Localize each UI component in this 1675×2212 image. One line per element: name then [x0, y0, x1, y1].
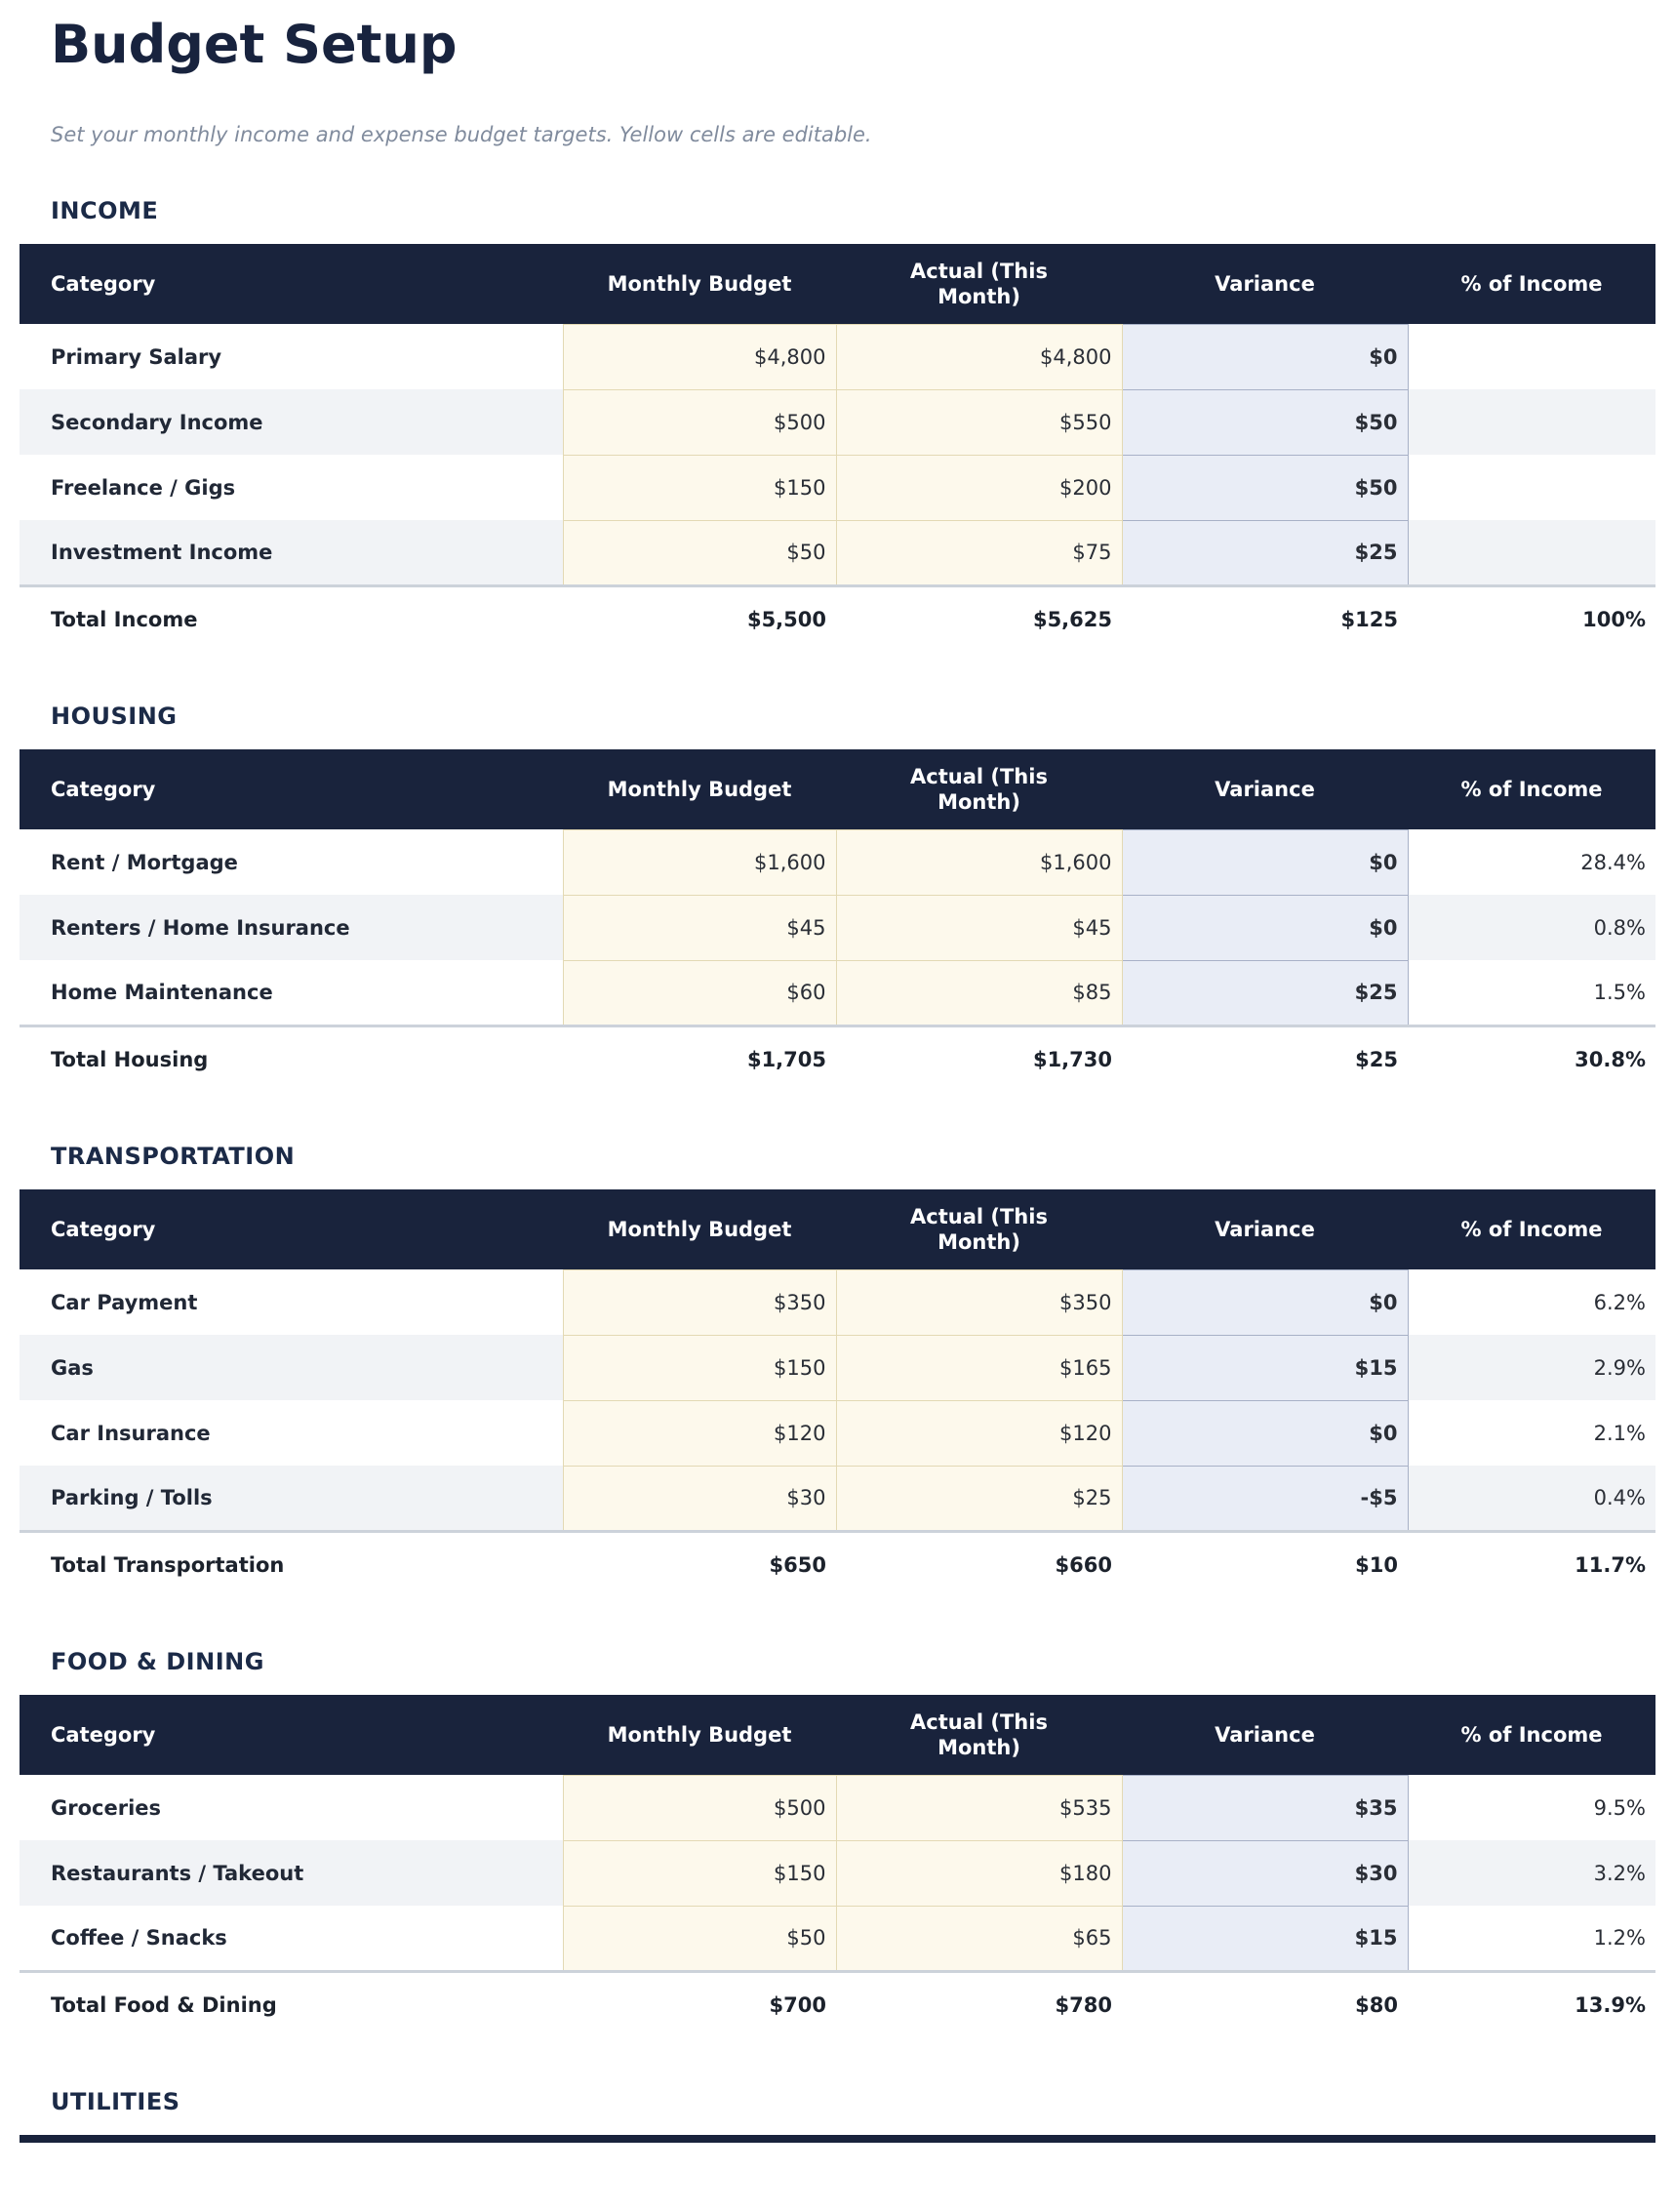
column-header-pct-of-income: % of Income	[1408, 244, 1655, 324]
actual-editable-cell[interactable]: $535	[836, 1775, 1122, 1840]
page-subtitle: Set your monthly income and expense budget targets. Yellow cells are editable.	[51, 123, 872, 146]
monthly-budget-editable-cell[interactable]: $500	[563, 389, 836, 455]
total-monthly-budget-cell: $650	[563, 1531, 836, 1597]
table-row	[20, 1400, 1655, 1466]
utilities-table-header-partial	[20, 2135, 1655, 2143]
variance-cell: $0	[1122, 324, 1408, 389]
monthly-budget-editable-cell[interactable]: $500	[563, 1775, 836, 1840]
pct-of-income-cell: 2.9%	[1408, 1335, 1655, 1400]
pct-of-income-cell: 0.4%	[1408, 1466, 1655, 1531]
column-header-pct-of-income: % of Income	[1408, 1695, 1655, 1775]
category-cell: Coffee / Snacks	[20, 1906, 563, 1971]
column-header-variance: Variance	[1122, 1189, 1408, 1269]
variance-cell: $15	[1122, 1906, 1408, 1971]
budget-section	[0, 197, 1675, 652]
column-header-monthly-budget: Monthly Budget	[563, 1695, 836, 1775]
table-header-row	[20, 1695, 1655, 1775]
variance-cell: $35	[1122, 1775, 1408, 1840]
category-cell: Freelance / Gigs	[20, 455, 563, 520]
table-row	[20, 1840, 1655, 1906]
table-row	[20, 829, 1655, 895]
variance-cell: $25	[1122, 520, 1408, 585]
column-header-category: Category	[20, 1189, 563, 1269]
variance-cell: $30	[1122, 1840, 1408, 1906]
sections-container	[0, 197, 1675, 2037]
variance-cell: $50	[1122, 389, 1408, 455]
category-cell: Parking / Tolls	[20, 1466, 563, 1531]
variance-cell: $15	[1122, 1335, 1408, 1400]
column-header-category: Category	[20, 1695, 563, 1775]
category-cell: Gas	[20, 1335, 563, 1400]
pct-of-income-cell: 9.5%	[1408, 1775, 1655, 1840]
variance-cell: $50	[1122, 455, 1408, 520]
column-header-monthly-budget: Monthly Budget	[563, 749, 836, 829]
column-header-pct-of-income: % of Income	[1408, 749, 1655, 829]
total-monthly-budget-cell: $700	[563, 1971, 836, 2037]
budget-section	[0, 1648, 1675, 2037]
table-row	[20, 1466, 1655, 1531]
monthly-budget-editable-cell[interactable]: $45	[563, 895, 836, 960]
pct-of-income-cell	[1408, 389, 1655, 455]
actual-editable-cell[interactable]: $180	[836, 1840, 1122, 1906]
column-header-actual: Actual (This Month)	[836, 749, 1122, 829]
table-row	[20, 895, 1655, 960]
pct-of-income-cell	[1408, 324, 1655, 389]
total-label-cell: Total Income	[20, 585, 563, 652]
total-variance-cell: $10	[1122, 1531, 1408, 1597]
variance-cell: $0	[1122, 829, 1408, 895]
pct-of-income-cell: 28.4%	[1408, 829, 1655, 895]
pct-of-income-cell	[1408, 520, 1655, 585]
pct-of-income-cell: 2.1%	[1408, 1400, 1655, 1466]
pct-of-income-cell: 3.2%	[1408, 1840, 1655, 1906]
table-header-row	[20, 749, 1655, 829]
table-header-row	[20, 1189, 1655, 1269]
monthly-budget-editable-cell[interactable]: $150	[563, 455, 836, 520]
pct-of-income-cell: 1.2%	[1408, 1906, 1655, 1971]
total-pct-of-income-cell: 11.7%	[1408, 1531, 1655, 1597]
table-body	[20, 829, 1655, 1092]
actual-editable-cell[interactable]: $1,600	[836, 829, 1122, 895]
total-actual-cell: $1,730	[836, 1026, 1122, 1092]
total-actual-cell: $660	[836, 1531, 1122, 1597]
section-heading: HOUSING	[51, 703, 178, 730]
monthly-budget-editable-cell[interactable]: $1,600	[563, 829, 836, 895]
total-monthly-budget-cell: $1,705	[563, 1026, 836, 1092]
total-label-cell: Total Housing	[20, 1026, 563, 1092]
total-actual-cell: $780	[836, 1971, 1122, 2037]
budget-table	[20, 1695, 1655, 2037]
variance-cell: $0	[1122, 1400, 1408, 1466]
table-row	[20, 1269, 1655, 1335]
actual-editable-cell[interactable]: $45	[836, 895, 1122, 960]
total-row	[20, 585, 1655, 652]
table-row	[20, 960, 1655, 1026]
page-title: Budget Setup	[51, 14, 458, 75]
category-cell: Groceries	[20, 1775, 563, 1840]
monthly-budget-editable-cell[interactable]: $150	[563, 1840, 836, 1906]
actual-editable-cell[interactable]: $25	[836, 1466, 1122, 1531]
column-header-monthly-budget: Monthly Budget	[563, 1189, 836, 1269]
pct-of-income-cell: 1.5%	[1408, 960, 1655, 1026]
actual-editable-cell[interactable]: $200	[836, 455, 1122, 520]
budget-table	[20, 244, 1655, 652]
category-cell: Car Payment	[20, 1269, 563, 1335]
section-heading-utilities: UTILITIES	[51, 2088, 180, 2115]
total-variance-cell: $80	[1122, 1971, 1408, 2037]
variance-cell: $0	[1122, 895, 1408, 960]
monthly-budget-editable-cell[interactable]: $30	[563, 1466, 836, 1531]
section-heading: FOOD & DINING	[51, 1648, 264, 1675]
monthly-budget-editable-cell[interactable]: $350	[563, 1269, 836, 1335]
actual-editable-cell[interactable]: $85	[836, 960, 1122, 1026]
column-header-category: Category	[20, 749, 563, 829]
table-row	[20, 1906, 1655, 1971]
section-heading: TRANSPORTATION	[51, 1143, 296, 1170]
actual-editable-cell[interactable]: $4,800	[836, 324, 1122, 389]
total-pct-of-income-cell: 13.9%	[1408, 1971, 1655, 2037]
total-variance-cell: $125	[1122, 585, 1408, 652]
actual-editable-cell[interactable]: $75	[836, 520, 1122, 585]
column-header-variance: Variance	[1122, 749, 1408, 829]
actual-editable-cell[interactable]: $65	[836, 1906, 1122, 1971]
column-header-actual: Actual (This Month)	[836, 1695, 1122, 1775]
column-header-variance: Variance	[1122, 244, 1408, 324]
pct-of-income-cell: 0.8%	[1408, 895, 1655, 960]
total-pct-of-income-cell: 30.8%	[1408, 1026, 1655, 1092]
budget-section	[0, 1143, 1675, 1597]
utilities-section	[0, 2088, 1675, 2143]
monthly-budget-editable-cell[interactable]: $120	[563, 1400, 836, 1466]
table-row	[20, 1335, 1655, 1400]
budget-section	[0, 703, 1675, 1092]
column-header-monthly-budget: Monthly Budget	[563, 244, 836, 324]
monthly-budget-editable-cell[interactable]: $4,800	[563, 324, 836, 389]
pct-of-income-cell: 6.2%	[1408, 1269, 1655, 1335]
column-header-actual: Actual (This Month)	[836, 244, 1122, 324]
column-header-category: Category	[20, 244, 563, 324]
column-header-pct-of-income: % of Income	[1408, 1189, 1655, 1269]
table-row	[20, 324, 1655, 389]
total-variance-cell: $25	[1122, 1026, 1408, 1092]
total-row	[20, 1971, 1655, 2037]
table-body	[20, 324, 1655, 652]
category-cell: Investment Income	[20, 520, 563, 585]
monthly-budget-editable-cell[interactable]: $50	[563, 1906, 836, 1971]
total-label-cell: Total Food & Dining	[20, 1971, 563, 2037]
category-cell: Home Maintenance	[20, 960, 563, 1026]
table-row	[20, 520, 1655, 585]
actual-editable-cell[interactable]: $165	[836, 1335, 1122, 1400]
table-body	[20, 1269, 1655, 1597]
budget-table	[20, 1189, 1655, 1597]
table-row	[20, 1775, 1655, 1840]
table-body	[20, 1775, 1655, 2037]
section-heading: INCOME	[51, 197, 159, 224]
monthly-budget-editable-cell[interactable]: $50	[563, 520, 836, 585]
total-monthly-budget-cell: $5,500	[563, 585, 836, 652]
category-cell: Renters / Home Insurance	[20, 895, 563, 960]
table-row	[20, 455, 1655, 520]
total-actual-cell: $5,625	[836, 585, 1122, 652]
category-cell: Secondary Income	[20, 389, 563, 455]
total-pct-of-income-cell: 100%	[1408, 585, 1655, 652]
table-row	[20, 389, 1655, 455]
monthly-budget-editable-cell[interactable]: $150	[563, 1335, 836, 1400]
monthly-budget-editable-cell[interactable]: $60	[563, 960, 836, 1026]
actual-editable-cell[interactable]: $120	[836, 1400, 1122, 1466]
variance-cell: $25	[1122, 960, 1408, 1026]
variance-cell: $0	[1122, 1269, 1408, 1335]
category-cell: Car Insurance	[20, 1400, 563, 1466]
pct-of-income-cell	[1408, 455, 1655, 520]
total-row	[20, 1531, 1655, 1597]
table-header-row	[20, 244, 1655, 324]
column-header-actual: Actual (This Month)	[836, 1189, 1122, 1269]
total-row	[20, 1026, 1655, 1092]
category-cell: Rent / Mortgage	[20, 829, 563, 895]
category-cell: Primary Salary	[20, 324, 563, 389]
total-label-cell: Total Transportation	[20, 1531, 563, 1597]
actual-editable-cell[interactable]: $350	[836, 1269, 1122, 1335]
column-header-variance: Variance	[1122, 1695, 1408, 1775]
budget-table	[20, 749, 1655, 1092]
actual-editable-cell[interactable]: $550	[836, 389, 1122, 455]
category-cell: Restaurants / Takeout	[20, 1840, 563, 1906]
variance-cell: -$5	[1122, 1466, 1408, 1531]
